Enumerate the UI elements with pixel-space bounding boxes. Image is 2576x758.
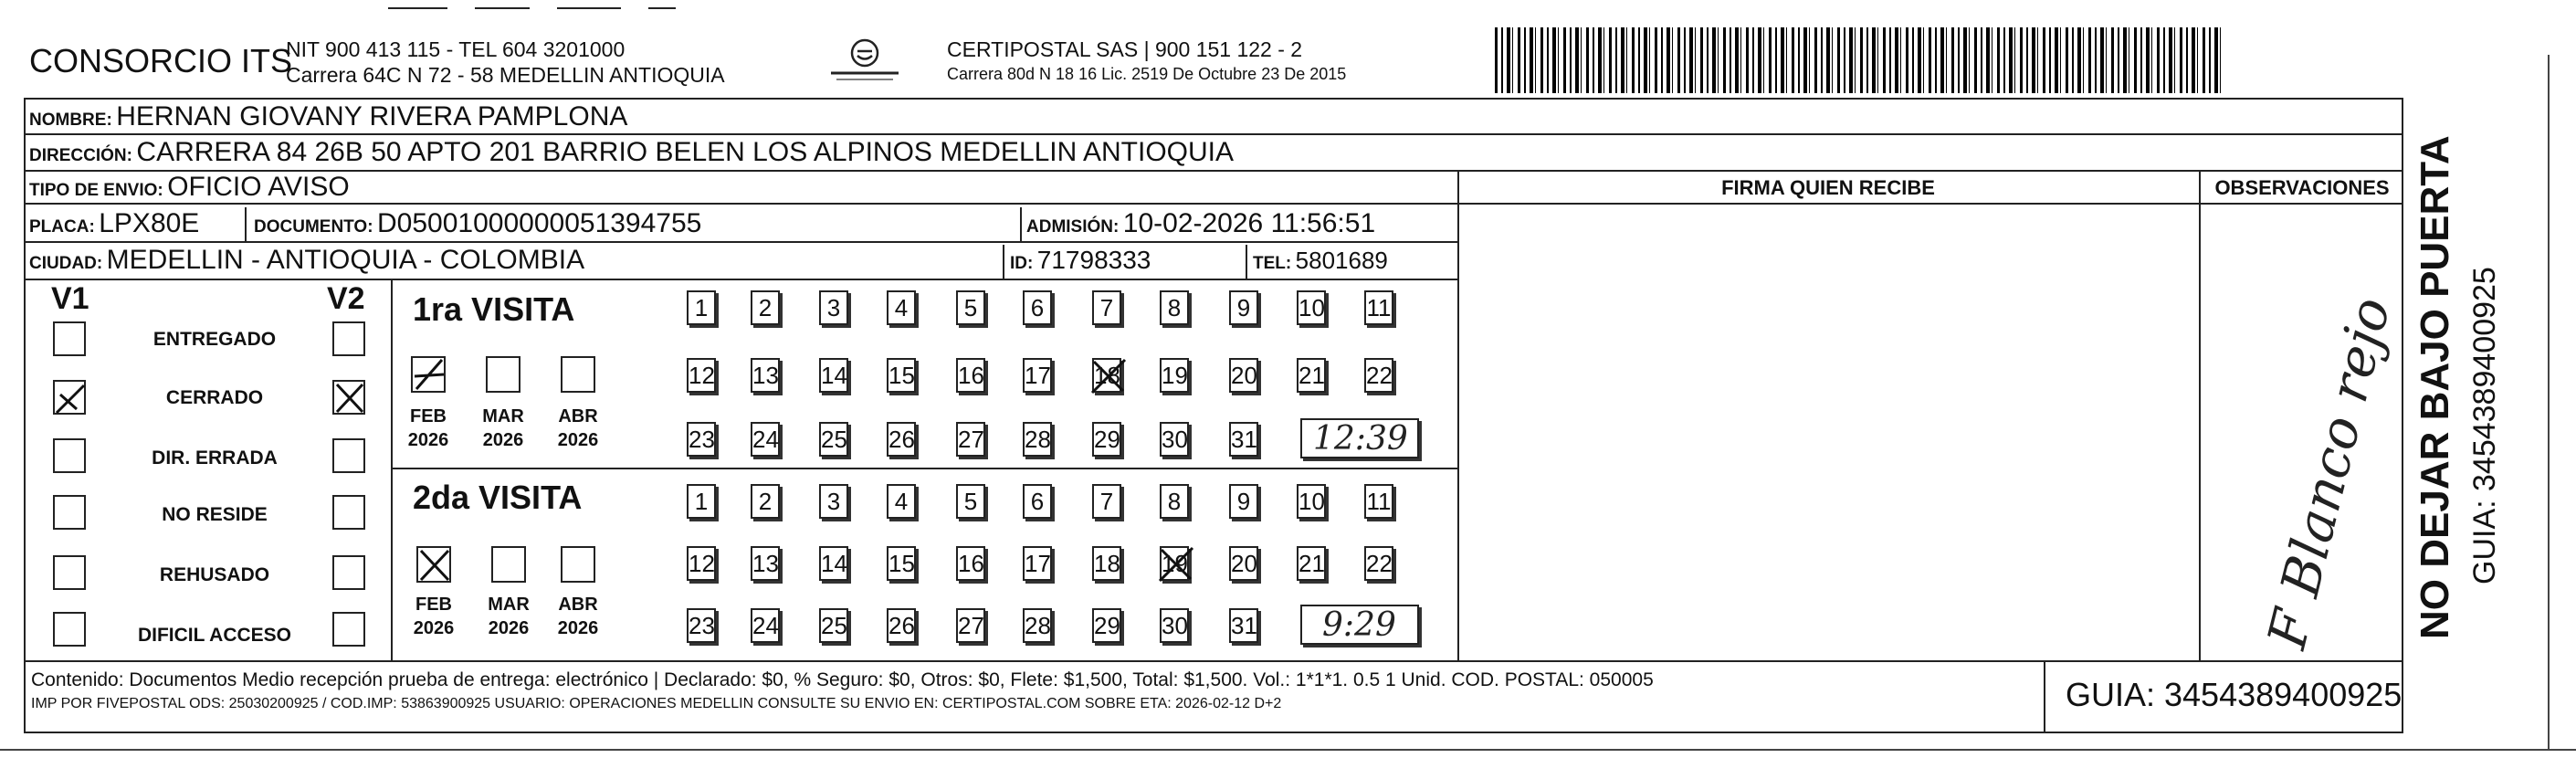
- visit-2-time: 9:29: [1322, 606, 1396, 644]
- placa-cell: [29, 208, 199, 244]
- visit-2-month-mar: MAR: [488, 595, 530, 615]
- tipo-envio-row: [29, 172, 350, 207]
- ciudad-label: CIUDAD:: [29, 254, 103, 273]
- row-line: [1457, 203, 2403, 205]
- day-box[interactable]: 1: [687, 290, 716, 325]
- day-box[interactable]: 22: [1364, 546, 1393, 581]
- checkmark-icon: [1156, 544, 1196, 584]
- day-box[interactable]: 27: [956, 608, 985, 643]
- day-box[interactable]: 26: [887, 422, 916, 457]
- tel-label: TEL:: [1253, 254, 1292, 273]
- column-line: [391, 279, 393, 660]
- v2-entregado-checkbox[interactable]: [332, 321, 365, 356]
- visit-2-month-abr-checkbox[interactable]: [561, 546, 595, 583]
- top-dash: [557, 7, 621, 9]
- day-box[interactable]: 10: [1297, 484, 1326, 519]
- day-box[interactable]: 28: [1023, 422, 1052, 457]
- day-box[interactable]: 26: [887, 608, 916, 643]
- day-box[interactable]: 13: [751, 546, 780, 581]
- day-box[interactable]: 16: [956, 358, 985, 393]
- visit-1-month-abr: ABR: [558, 406, 598, 426]
- placa-value: LPX80E: [99, 208, 200, 238]
- visit-1-month-feb: FEB: [410, 406, 447, 426]
- column-line: [1020, 207, 1022, 241]
- tipo-envio-value: OFICIO AVISO: [167, 172, 350, 202]
- row-line: [24, 660, 2403, 662]
- column-line: [1246, 245, 1247, 279]
- day-box[interactable]: 9: [1229, 484, 1258, 519]
- checkmark-icon: [418, 548, 451, 583]
- day-box[interactable]: 15: [887, 546, 916, 581]
- visit-2-year-feb: 2026: [413, 618, 455, 638]
- day-box[interactable]: 2: [751, 290, 780, 325]
- status-label-rehusado: REHUSADO: [159, 564, 270, 585]
- day-box[interactable]: 5: [956, 290, 985, 325]
- day-box[interactable]: 15: [887, 358, 916, 393]
- carrier-license: Carrera 80d N 18 16 Lic. 2519 De Octubre 23 De 2015: [947, 65, 1347, 83]
- day-box[interactable]: 7: [1092, 290, 1121, 325]
- day-box[interactable]: 16: [956, 546, 985, 581]
- company-nit: NIT 900 413 115 - TEL 604 3201000: [286, 37, 626, 61]
- day-box[interactable]: 28: [1023, 608, 1052, 643]
- direccion-value: CARRERA 84 26B 50 APTO 201 BARRIO BELEN LOS ALPINOS MEDELLIN ANTIOQUIA: [136, 137, 1235, 167]
- tel-cell: [1253, 245, 1388, 280]
- v1-dir-errada-checkbox[interactable]: [53, 438, 86, 473]
- column-line: [1457, 170, 1459, 660]
- visit-2-month-mar-checkbox[interactable]: [491, 546, 526, 583]
- day-box[interactable]: 13: [751, 358, 780, 393]
- status-label-entregado: ENTREGADO: [152, 329, 277, 350]
- nombre-value: HERNAN GIOVANY RIVERA PAMPLONA: [116, 101, 628, 132]
- day-box[interactable]: 14: [819, 546, 848, 581]
- company-address: Carrera 64C N 72 - 58 MEDELLIN ANTIOQUIA: [286, 63, 725, 87]
- admision-cell: [1026, 208, 1375, 244]
- day-box[interactable]: 24: [751, 608, 780, 643]
- status-label-dir-errada: DIR. ERRADA: [152, 447, 278, 468]
- bottom-edge: [0, 749, 2576, 751]
- placa-label: PLACA:: [29, 217, 95, 237]
- day-box[interactable]: 17: [1023, 358, 1052, 393]
- side-warning: NO DEJAR BAJO PUERTA: [2413, 135, 2457, 639]
- visit-2-month-feb-checkbox[interactable]: [416, 546, 451, 583]
- day-box[interactable]: 19: [1160, 358, 1189, 393]
- status-label-dificil-acceso: DIFICIL ACCESO: [137, 625, 291, 646]
- visit-1-month-feb-checkbox[interactable]: [411, 356, 446, 393]
- visit-2-year-abr: 2026: [557, 618, 599, 638]
- day-box[interactable]: 29: [1092, 608, 1121, 643]
- v1-dificil-acceso-checkbox[interactable]: [53, 612, 86, 647]
- day-box[interactable]: 10: [1297, 290, 1326, 325]
- carrier-info: [947, 37, 1346, 86]
- barcode: [1495, 27, 2225, 93]
- admision-value: 10-02-2026 11:56:51: [1122, 208, 1376, 238]
- v2-no-reside-checkbox[interactable]: [332, 495, 365, 530]
- day-box[interactable]: 3: [819, 290, 848, 325]
- v2-dificil-acceso-checkbox[interactable]: [332, 612, 365, 647]
- column-line: [2199, 170, 2201, 660]
- day-box[interactable]: 9: [1229, 290, 1258, 325]
- visit-1-year-feb: 2026: [407, 430, 449, 450]
- visit-1-month-abr-checkbox[interactable]: [561, 356, 595, 393]
- v1-header: V1: [51, 281, 89, 316]
- day-box[interactable]: 12: [687, 546, 716, 581]
- company-info: [286, 37, 725, 88]
- visit-2-title: 2da VISITA: [413, 479, 583, 516]
- visit-1-year-abr: 2026: [557, 430, 599, 450]
- day-box[interactable]: 1: [687, 484, 716, 519]
- visit-1-month-mar: MAR: [482, 406, 524, 426]
- checkmark-icon: [334, 382, 365, 415]
- edge-mark: [2548, 55, 2550, 749]
- tipo-envio-label: TIPO DE ENVIO:: [29, 181, 163, 200]
- day-box[interactable]: 30: [1160, 422, 1189, 457]
- checkmark-icon: [55, 382, 86, 415]
- day-box[interactable]: 21: [1297, 358, 1326, 393]
- footer-print-line: IMP POR FIVEPOSTAL ODS: 25030200925 / COD.IMP: 53863900925 USUARIO: OPERACIONES MEDELLIN CONSULTE SU ENVIO EN: CERTIPOSTAL.COM SOBRE ETA: 2026-02-12 D+2: [31, 696, 1282, 711]
- visit-1-time-box[interactable]: [1300, 418, 1419, 458]
- visit-divider: [391, 468, 1457, 469]
- visit-2-time-box[interactable]: [1300, 605, 1419, 645]
- visit-1-title: 1ra VISITA: [413, 290, 575, 328]
- certipostal-logo: [824, 37, 906, 84]
- column-line: [1003, 245, 1004, 279]
- day-box[interactable]: 29: [1092, 422, 1121, 457]
- v2-rehusado-checkbox[interactable]: [332, 555, 365, 590]
- admision-label: ADMISIÓN:: [1026, 217, 1120, 237]
- v2-dir-errada-checkbox[interactable]: [332, 438, 365, 473]
- day-box[interactable]: 8: [1160, 484, 1189, 519]
- day-box[interactable]: 27: [956, 422, 985, 457]
- v1-rehusado-checkbox[interactable]: [53, 555, 86, 590]
- day-box[interactable]: 7: [1092, 484, 1121, 519]
- day-box[interactable]: 11: [1364, 290, 1393, 325]
- side-guia: GUIA: 3454389400925: [2467, 267, 2502, 584]
- footer-content-line: Contenido: Documentos Medio recepción prueba de entrega: electrónico | Declarado: $0, % Seguro: $0, Otros: $0, Flete: $1,500, Total: $1,500. Vol.: 1*1*1. 0.5 1 Unid. COD. POSTAL: 050005: [31, 669, 1654, 690]
- day-box[interactable]: 11: [1364, 484, 1393, 519]
- company-name: CONSORCIO ITS: [29, 42, 293, 79]
- id-value: 71798333: [1036, 246, 1151, 274]
- day-box[interactable]: 14: [819, 358, 848, 393]
- day-box[interactable]: 23: [687, 422, 716, 457]
- status-label-cerrado: CERRADO: [165, 387, 264, 408]
- day-box[interactable]: 19: [1160, 546, 1189, 581]
- visit-1-time: 12:39: [1313, 420, 1408, 458]
- column-line: [245, 207, 247, 241]
- day-box[interactable]: 18: [1092, 546, 1121, 581]
- day-box[interactable]: 4: [887, 484, 916, 519]
- visit-2-month-abr: ABR: [558, 595, 598, 615]
- day-box[interactable]: 22: [1364, 358, 1393, 393]
- visit-1-year-mar: 2026: [482, 430, 524, 450]
- ciudad-cell: [29, 245, 584, 280]
- day-box[interactable]: 21: [1297, 546, 1326, 581]
- direccion-row: [29, 137, 1234, 173]
- day-box[interactable]: 20: [1229, 358, 1258, 393]
- column-line: [2044, 660, 2045, 733]
- day-box[interactable]: 25: [819, 422, 848, 457]
- ciudad-value: MEDELLIN - ANTIOQUIA - COLOMBIA: [106, 245, 585, 275]
- day-box[interactable]: 6: [1023, 484, 1052, 519]
- documento-cell: [254, 208, 701, 244]
- checkmark-icon: [413, 358, 446, 393]
- day-box[interactable]: 8: [1160, 290, 1189, 325]
- nombre-row: [29, 101, 627, 137]
- day-box[interactable]: 18: [1092, 358, 1121, 393]
- top-dash: [648, 7, 676, 9]
- day-box[interactable]: 5: [956, 484, 985, 519]
- v1-no-reside-checkbox[interactable]: [53, 495, 86, 530]
- day-box[interactable]: 4: [887, 290, 916, 325]
- observation-handwriting: F Blanco rejo: [2255, 291, 2403, 655]
- day-box[interactable]: 24: [751, 422, 780, 457]
- day-box[interactable]: 12: [687, 358, 716, 393]
- carrier-line: CERTIPOSTAL SAS | 900 151 122 - 2: [947, 37, 1303, 61]
- direccion-label: DIRECCIÓN:: [29, 146, 132, 165]
- top-dash: [475, 7, 530, 9]
- day-box[interactable]: 30: [1160, 608, 1189, 643]
- documento-label: DOCUMENTO:: [254, 217, 373, 237]
- day-box[interactable]: 17: [1023, 546, 1052, 581]
- day-box[interactable]: 20: [1229, 546, 1258, 581]
- nombre-label: NOMBRE:: [29, 111, 112, 130]
- footer-guia: GUIA: 3454389400925: [2066, 676, 2403, 713]
- id-cell: [1010, 245, 1151, 280]
- v1-cerrado-checkbox[interactable]: [53, 380, 86, 415]
- v2-header: V2: [327, 281, 365, 316]
- top-dash: [388, 7, 447, 9]
- v2-cerrado-checkbox[interactable]: [332, 380, 365, 415]
- day-box[interactable]: 31: [1229, 608, 1258, 643]
- tel-value: 5801689: [1295, 247, 1388, 274]
- day-box[interactable]: 6: [1023, 290, 1052, 325]
- visit-2-month-feb: FEB: [415, 595, 452, 615]
- firma-header: FIRMA QUIEN RECIBE: [1721, 176, 1935, 199]
- observaciones-header: OBSERVACIONES: [2214, 176, 2390, 199]
- v1-entregado-checkbox[interactable]: [53, 321, 86, 356]
- id-label: ID:: [1010, 254, 1034, 273]
- day-box[interactable]: 2: [751, 484, 780, 519]
- day-box[interactable]: 25: [819, 608, 848, 643]
- day-box[interactable]: 23: [687, 608, 716, 643]
- status-label-no-reside: NO RESIDE: [162, 504, 268, 525]
- checkmark-icon: [1088, 356, 1129, 396]
- visit-1-month-mar-checkbox[interactable]: [486, 356, 520, 393]
- documento-value: D05001000000051394755: [377, 208, 702, 238]
- visit-2-year-mar: 2026: [488, 618, 530, 638]
- day-box[interactable]: 31: [1229, 422, 1258, 457]
- day-box[interactable]: 3: [819, 484, 848, 519]
